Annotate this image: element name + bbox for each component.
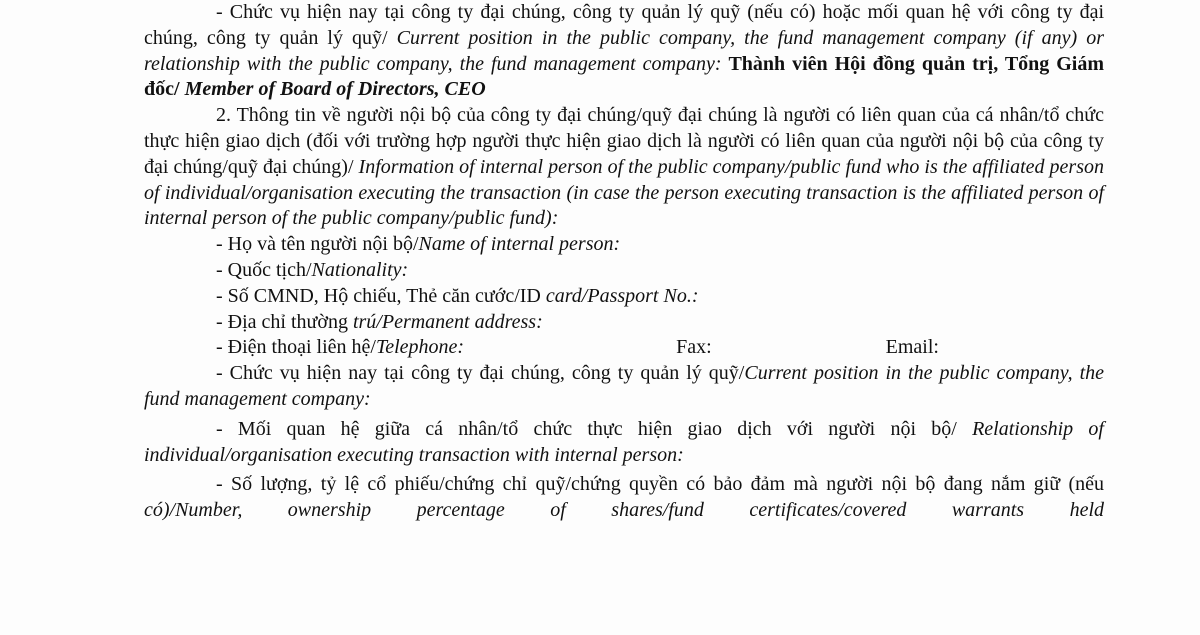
relationship-vi: - Mối quan hệ giữa cá nhân/tổ chức thực hiện giao dịch với người nội bộ/ bbox=[216, 417, 973, 440]
field-nationality-vi: - Quốc tịch/ bbox=[216, 258, 312, 281]
document-body bbox=[144, 0, 1104, 524]
relationship-paragraph bbox=[144, 417, 1104, 469]
current-position-label-vi: - Chức vụ hiện nay tại công ty đại chúng, công ty quản lý quỹ (nếu có) hoặc mối quan hệ với công ty đại chúng, công ty quản lý quỹ/ bbox=[144, 1, 1104, 49]
field-nationality-en: Nationality: bbox=[311, 258, 409, 281]
shares-held-vi: - Số lượng, tỷ lệ cổ phiếu/chứng chỉ quỹ/chứng quyền có bảo đảm mà người nội bộ đang nắm giữ (nếu bbox=[216, 473, 1104, 496]
internal-current-position-paragraph bbox=[144, 361, 1104, 413]
field-id-vi: - Số CMND, Hộ chiếu, Thẻ căn cước/ID bbox=[216, 284, 546, 307]
internal-current-position-vi: - Chức vụ hiện nay tại công ty đại chúng, công ty quản lý quỹ/ bbox=[216, 362, 745, 385]
field-contact-line bbox=[144, 335, 1104, 361]
field-address-vi: - Địa chỉ thường bbox=[216, 310, 353, 333]
current-position-value-vi: Thành viên Hội đồng quản trị, Tổng Giám đốc/ bbox=[144, 52, 1104, 101]
field-address-en: trú/Permanent address: bbox=[352, 310, 543, 333]
internal-current-position-en: Current position in the public company, the fund management company: bbox=[144, 362, 1105, 410]
field-name-en: Name of internal person: bbox=[418, 233, 621, 256]
shares-held-paragraph bbox=[144, 472, 1104, 524]
shares-held-en: có)/Number, ownership percentage of shares/fund certificates/covered warrants held bbox=[144, 499, 1104, 522]
current-position-label-en: Current position in the public company, the fund management company (if any) or relationship with the public company, the fund management company: bbox=[144, 26, 1104, 75]
field-permanent-address bbox=[144, 310, 1104, 336]
field-phone-vi: - Điện thoại liên hệ/ bbox=[216, 336, 376, 359]
internal-person-info-en: Information of internal person of the public company/public fund who is the affiliated person of individual/organisation executing the transaction (in case the person executing transaction is the affiliated person of internal person of the public company/public fund): bbox=[144, 155, 1104, 230]
field-internal-person-name bbox=[144, 232, 1104, 258]
current-position-paragraph bbox=[144, 0, 1104, 103]
internal-person-info-paragraph bbox=[144, 103, 1104, 232]
field-nationality bbox=[144, 258, 1104, 284]
relationship-en: Relationship of individual/organisation executing transaction with internal person: bbox=[144, 417, 1104, 466]
field-fax-label: Fax: bbox=[676, 336, 712, 359]
internal-person-info-vi: 2. Thông tin về người nội bộ của công ty đại chúng/quỹ đại chúng là người có liên quan của cá nhân/tổ chức thực hiện giao dịch (đối với trường hợp người thực hiện giao dịch là người có liên quan của người nội bộ của công ty đại chúng/quỹ đại chúng)/ bbox=[144, 104, 1104, 178]
field-id-en: card/Passport No.: bbox=[545, 284, 699, 307]
field-id-passport bbox=[144, 284, 1104, 310]
field-email-label: Email: bbox=[885, 336, 939, 359]
field-name-vi: - Họ và tên người nội bộ/ bbox=[216, 233, 419, 256]
field-phone-en: Telephone: bbox=[375, 336, 465, 359]
current-position-value-en: Member of Board of Directors, CEO bbox=[184, 78, 486, 101]
